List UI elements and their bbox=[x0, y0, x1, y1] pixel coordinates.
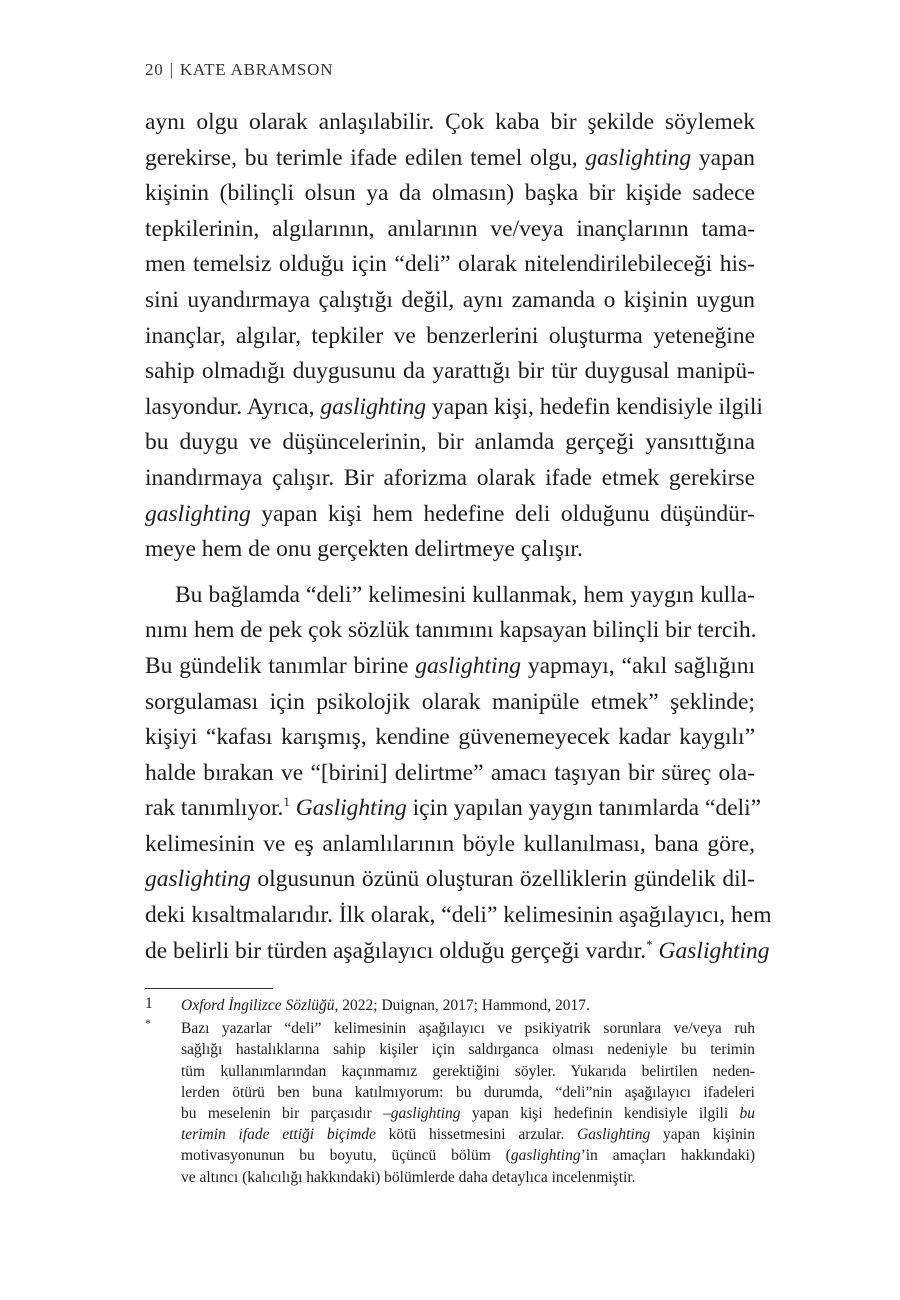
text-run: motivasyonunun bu boyutu, üçüncü bölüm ( bbox=[181, 1147, 511, 1165]
text-line bbox=[145, 532, 755, 568]
text-run: Bazı yazarlar “deli” kelimesinin aşağılayıcı ve psikiyatrik sorunlara ve/veya ruh bbox=[181, 1020, 755, 1038]
text-line bbox=[145, 283, 755, 319]
italic-term: gaslighting bbox=[390, 1104, 461, 1122]
text-line bbox=[145, 613, 755, 649]
text-line bbox=[145, 827, 755, 863]
italic-term: Gaslighting bbox=[658, 937, 770, 964]
text-run: rak tanımlıyor. bbox=[145, 795, 284, 822]
text-run: lerden ötürü ben buna katılmıyorum: bu durumda, “deli”nin aşağılayıcı ifadeleri bbox=[181, 1083, 755, 1101]
footnotes bbox=[145, 995, 755, 1188]
footnote-2 bbox=[145, 1018, 755, 1188]
text-run: deki kısaltmalarıdır. İlk olarak, “deli” kelimesinin aşağılayıcı, hem bbox=[145, 902, 772, 929]
text-line bbox=[145, 319, 755, 355]
italic-term: gaslighting bbox=[145, 866, 251, 893]
text-line bbox=[145, 176, 755, 212]
footnote-line bbox=[181, 995, 755, 1016]
italic-term: gaslighting bbox=[320, 393, 427, 420]
text-run: sağlığı hastalıklarına sahip kişiler için saldırganca olması nedeniyle bu terimin bbox=[181, 1041, 755, 1059]
footnote-line bbox=[181, 1145, 755, 1166]
text-line bbox=[145, 425, 755, 461]
text-run: kelimesinin ve eş anlamlılarının böyle kullanılması, bana göre, bbox=[145, 830, 755, 857]
text-run: inançlar, algılar, tepkiler ve benzerlerini oluşturma yeteneğine bbox=[145, 322, 755, 349]
italic-term: terimin ifade ettiği biçimde bbox=[181, 1126, 376, 1144]
header-separator: | bbox=[169, 60, 174, 79]
text-run: nımı hem de pek çok sözlük tanımını kapsayan bilinçli bir tercih. bbox=[145, 617, 757, 644]
header-author: KATE ABRAMSON bbox=[179, 60, 334, 79]
text-line bbox=[145, 756, 755, 792]
footnote-text: , 2022; Duignan, 2017; Hammond, 2017. bbox=[334, 997, 590, 1014]
text-line bbox=[145, 247, 755, 283]
italic-term: bu bbox=[739, 1104, 755, 1122]
text-line bbox=[145, 105, 755, 141]
text-run: lasyondur. Ayrıca, bbox=[145, 393, 321, 420]
text-run: kişiyi “kafası karışmış, kendine güvenemeyecek kadar kaygılı” bbox=[145, 724, 755, 751]
italic-term: Gaslighting bbox=[577, 1126, 651, 1144]
text-run: sahip olmadığı duygusunu da yarattığı bir tür duygusal manipü- bbox=[145, 358, 755, 385]
footnote-line bbox=[181, 1103, 755, 1124]
running-header bbox=[145, 60, 333, 80]
italic-term: Gaslighting bbox=[295, 795, 407, 822]
footnote-line bbox=[181, 1061, 755, 1082]
text-line bbox=[145, 390, 763, 426]
text-line bbox=[145, 934, 770, 970]
footnote-line bbox=[181, 1124, 755, 1145]
italic-term: gaslighting bbox=[585, 144, 692, 171]
footnote-1 bbox=[145, 995, 755, 1016]
text-run: için yapılan yaygın tanımlarda “deli” bbox=[406, 795, 762, 822]
text-run: gerekirse, bu terimle ifade edilen temel olgu, bbox=[145, 144, 586, 171]
footnote-source: Oxford İngilizce Sözlüğü bbox=[181, 997, 335, 1014]
page-number: 20 bbox=[145, 60, 164, 79]
text-line bbox=[145, 898, 772, 934]
footnote-lines bbox=[181, 1018, 755, 1188]
text-run: meye hem de onu gerçekten delirtmeye çalışır. bbox=[145, 536, 583, 563]
footnote-line bbox=[181, 1018, 755, 1039]
text-run: yapan kişi, hedefin kendisiyle ilgili bbox=[426, 393, 763, 420]
text-run: tüm kullanımlarından kaçınmamız gerektiğini söyler. Yukarıda belirtilen neden- bbox=[181, 1062, 755, 1080]
text-run: inandırmaya çalışır. Bir aforizma olarak ifade etmek gerekirse bbox=[145, 464, 755, 491]
italic-term: gaslighting bbox=[415, 652, 522, 679]
text-run: halde bırakan ve “[birini] delirtme” amacı taşıyan bir süreç ola- bbox=[145, 759, 755, 786]
text-run: kişinin (bilinçli olsun ya da olmasın) başka bir kişide sadece bbox=[145, 180, 755, 207]
text-run: bu meselenin bir parçasıdır – bbox=[181, 1104, 391, 1122]
footnote-mark: * bbox=[145, 1016, 151, 1031]
text-line bbox=[145, 497, 755, 533]
text-line bbox=[145, 862, 755, 898]
text-run: Bu gündelik tanımlar birine bbox=[145, 652, 416, 679]
text-line bbox=[145, 141, 755, 177]
text-line bbox=[145, 578, 755, 614]
text-run: yapan kişi hedefinin kendisiyle ilgili bbox=[460, 1104, 740, 1122]
text-line bbox=[145, 791, 762, 827]
text-run: yapmayı, “akıl sağlığını bbox=[521, 652, 756, 679]
text-run: yapan kişinin bbox=[650, 1126, 755, 1144]
text-run: tepkilerinin, algılarının, anılarının ve/veya inançlarının tama- bbox=[145, 215, 755, 242]
text-run: bu duygu ve düşüncelerinin, bir anlamda gerçeği yansıttığına bbox=[145, 429, 755, 456]
footnote-divider bbox=[145, 988, 273, 989]
text-run: Bu bağlamda “deli” kelimesini kullanmak, hem yaygın kulla- bbox=[175, 581, 755, 608]
italic-term: gaslighting bbox=[510, 1147, 581, 1165]
footnote-line bbox=[181, 1167, 755, 1188]
body-text bbox=[145, 105, 772, 969]
text-line bbox=[145, 720, 755, 756]
text-run: de belirli bir türden aşağılayıcı olduğu gerçeği vardır. bbox=[145, 937, 647, 964]
text-run: aynı olgu olarak anlaşılabilir. Çok kaba bir şekilde söylemek bbox=[145, 109, 755, 135]
text-run: yapan bbox=[691, 144, 755, 171]
footnote-line bbox=[181, 1082, 755, 1103]
paragraph-2 bbox=[145, 578, 772, 970]
text-run: kötü hissetmesini arzular. bbox=[375, 1126, 578, 1144]
text-line bbox=[145, 212, 755, 248]
text-run: ve altıncı (kalıcılığı hakkındaki) bölümlerde daha detaylıca incelenmiştir. bbox=[181, 1168, 636, 1186]
text-run: sini uyandırmaya çalıştığı değil, aynı zamanda o kişinin uygun bbox=[145, 286, 755, 313]
text-run: olgusunun özünü oluşturan özelliklerin gündelik dil- bbox=[250, 866, 755, 893]
text-run: men temelsiz olduğu için “deli” olarak nitelendirilebileceği his- bbox=[145, 251, 755, 278]
footnote-reference: 1 bbox=[283, 794, 290, 810]
footnote-line bbox=[181, 1039, 755, 1060]
italic-term: gaslighting bbox=[145, 500, 251, 527]
text-line bbox=[145, 649, 755, 685]
text-run: sorgulaması için psikolojik olarak manipüle etmek” şeklinde; bbox=[145, 688, 755, 715]
text-line bbox=[145, 461, 755, 497]
text-run: yapan kişi hem hedefine deli olduğunu düşündür- bbox=[250, 500, 755, 527]
footnote-reference: * bbox=[646, 936, 653, 952]
footnote-mark: 1 bbox=[145, 995, 153, 1012]
text-line bbox=[145, 354, 755, 390]
paragraph-1 bbox=[145, 105, 763, 568]
text-run: ’in amaçları hakkındaki) bbox=[580, 1147, 756, 1165]
text-line bbox=[145, 685, 755, 721]
